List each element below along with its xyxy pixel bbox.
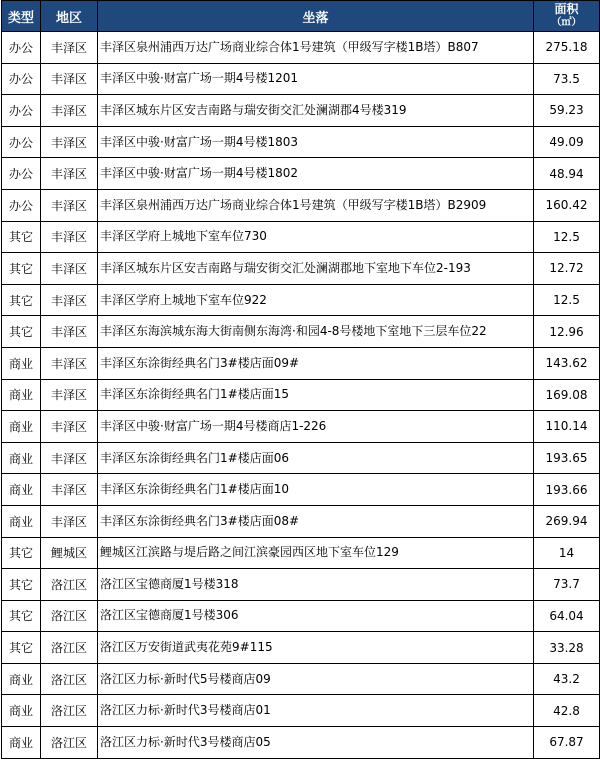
cell-area: 丰泽区 (41, 158, 98, 190)
cell-type: 其它 (2, 316, 41, 348)
cell-type: 其它 (2, 569, 41, 601)
cell-location: 丰泽区东涂街经典名门1#楼店面06 (98, 442, 534, 474)
cell-type: 商业 (2, 727, 41, 759)
cell-location: 丰泽区泉州浦西万达广场商业综合体1号建筑（甲级写字楼1B塔）B807 (98, 32, 534, 64)
header-area: 地区 (41, 1, 98, 32)
cell-size: 193.65 (534, 442, 600, 474)
cell-location: 丰泽区东涂街经典名门1#楼店面10 (98, 474, 534, 506)
cell-location: 丰泽区城东片区安吉南路与瑞安街交汇处澜湖郡4号楼319 (98, 95, 534, 127)
cell-size: 48.94 (534, 158, 600, 190)
cell-type: 商业 (2, 695, 41, 727)
cell-size: 12.5 (534, 284, 600, 316)
cell-location: 丰泽区泉州浦西万达广场商业综合体1号建筑（甲级写字楼1B塔）B2909 (98, 189, 534, 221)
cell-area: 丰泽区 (41, 95, 98, 127)
cell-area: 丰泽区 (41, 379, 98, 411)
cell-type: 办公 (2, 32, 41, 64)
header-size-label: 面积 (554, 2, 579, 16)
cell-area: 丰泽区 (41, 411, 98, 443)
cell-location: 丰泽区中骏·财富广场一期4号楼1802 (98, 158, 534, 190)
cell-area: 丰泽区 (41, 284, 98, 316)
cell-size: 12.72 (534, 253, 600, 285)
table-header (2, 1, 600, 32)
cell-type: 办公 (2, 158, 41, 190)
cell-size: 275.18 (534, 32, 600, 64)
cell-size: 110.14 (534, 411, 600, 443)
cell-area: 丰泽区 (41, 63, 98, 95)
table-row (2, 411, 600, 443)
cell-area: 洛江区 (41, 727, 98, 759)
cell-size: 42.8 (534, 695, 600, 727)
cell-type: 其它 (2, 632, 41, 664)
cell-location: 丰泽区中骏·财富广场一期4号楼1201 (98, 63, 534, 95)
cell-location: 丰泽区中骏·财富广场一期4号楼1803 (98, 126, 534, 158)
cell-size: 14 (534, 537, 600, 569)
cell-area: 丰泽区 (41, 221, 98, 253)
cell-type: 商业 (2, 347, 41, 379)
cell-size: 33.28 (534, 632, 600, 664)
cell-location: 洛江区宝德商厦1号楼306 (98, 600, 534, 632)
table-row (2, 537, 600, 569)
table-row (2, 126, 600, 158)
table-row (2, 727, 600, 759)
cell-type: 办公 (2, 95, 41, 127)
cell-location: 洛江区宝德商厦1号楼318 (98, 569, 534, 601)
cell-area: 丰泽区 (41, 32, 98, 64)
cell-location: 丰泽区东涂街经典名门3#楼店面09# (98, 347, 534, 379)
cell-size: 67.87 (534, 727, 600, 759)
table-row (2, 189, 600, 221)
cell-area: 鲤城区 (41, 537, 98, 569)
table-row (2, 663, 600, 695)
table-row (2, 347, 600, 379)
table-row (2, 32, 600, 64)
table-row (2, 253, 600, 285)
cell-area: 丰泽区 (41, 347, 98, 379)
cell-size: 12.5 (534, 221, 600, 253)
cell-type: 其它 (2, 253, 41, 285)
cell-area: 洛江区 (41, 632, 98, 664)
table-row (2, 63, 600, 95)
header-row (2, 1, 600, 32)
cell-size: 269.94 (534, 505, 600, 537)
table-row (2, 632, 600, 664)
cell-location: 丰泽区学府上城地下室车位922 (98, 284, 534, 316)
cell-type: 其它 (2, 284, 41, 316)
table-row (2, 505, 600, 537)
cell-size: 12.96 (534, 316, 600, 348)
table-body (2, 32, 600, 759)
cell-type: 商业 (2, 379, 41, 411)
property-table (1, 0, 600, 759)
cell-location: 洛江区力标·新时代5号楼商店09 (98, 663, 534, 695)
cell-size: 43.2 (534, 663, 600, 695)
table-row (2, 158, 600, 190)
cell-size: 59.23 (534, 95, 600, 127)
cell-type: 其它 (2, 221, 41, 253)
cell-size: 193.66 (534, 474, 600, 506)
cell-type: 商业 (2, 411, 41, 443)
cell-size: 73.5 (534, 63, 600, 95)
cell-location: 丰泽区东涂街经典名门3#楼店面08# (98, 505, 534, 537)
cell-size: 73.7 (534, 569, 600, 601)
cell-area: 洛江区 (41, 695, 98, 727)
cell-area: 洛江区 (41, 663, 98, 695)
cell-size: 160.42 (534, 189, 600, 221)
header-size (534, 1, 600, 32)
table-row (2, 316, 600, 348)
table-row (2, 95, 600, 127)
cell-location: 洛江区万安街道武夷花苑9#115 (98, 632, 534, 664)
cell-location: 鲤城区江滨路与堤后路之间江滨豪园西区地下室车位129 (98, 537, 534, 569)
cell-type: 商业 (2, 505, 41, 537)
cell-type: 商业 (2, 442, 41, 474)
cell-size: 169.08 (534, 379, 600, 411)
cell-location: 丰泽区学府上城地下室车位730 (98, 221, 534, 253)
table-row (2, 442, 600, 474)
cell-area: 丰泽区 (41, 474, 98, 506)
header-size-unit: （㎡） (551, 17, 582, 28)
cell-area: 洛江区 (41, 600, 98, 632)
cell-location: 丰泽区中骏·财富广场一期4号楼商店1-226 (98, 411, 534, 443)
table-row (2, 474, 600, 506)
cell-type: 办公 (2, 189, 41, 221)
cell-type: 商业 (2, 474, 41, 506)
cell-area: 丰泽区 (41, 126, 98, 158)
cell-location: 丰泽区城东片区安吉南路与瑞安街交汇处澜湖郡地下室地下车位2-193 (98, 253, 534, 285)
cell-area: 丰泽区 (41, 316, 98, 348)
table-row (2, 695, 600, 727)
header-type: 类型 (2, 1, 41, 32)
table-row (2, 379, 600, 411)
cell-type: 其它 (2, 537, 41, 569)
table-row (2, 569, 600, 601)
cell-type: 其它 (2, 600, 41, 632)
cell-size: 64.04 (534, 600, 600, 632)
table-row (2, 284, 600, 316)
cell-location: 丰泽区东海滨城东海大街南侧东海湾·和园4-8号楼地下室地下三层车位22 (98, 316, 534, 348)
cell-location: 丰泽区东涂街经典名门1#楼店面15 (98, 379, 534, 411)
cell-area: 丰泽区 (41, 505, 98, 537)
table-row (2, 600, 600, 632)
cell-size: 49.09 (534, 126, 600, 158)
cell-type: 办公 (2, 126, 41, 158)
cell-area: 丰泽区 (41, 189, 98, 221)
cell-location: 洛江区力标·新时代3号楼商店01 (98, 695, 534, 727)
cell-area: 丰泽区 (41, 253, 98, 285)
cell-type: 商业 (2, 663, 41, 695)
cell-area: 丰泽区 (41, 442, 98, 474)
header-location: 坐落 (98, 1, 534, 32)
cell-type: 办公 (2, 63, 41, 95)
cell-location: 洛江区力标·新时代3号楼商店05 (98, 727, 534, 759)
table-row (2, 221, 600, 253)
cell-area: 洛江区 (41, 569, 98, 601)
cell-size: 143.62 (534, 347, 600, 379)
